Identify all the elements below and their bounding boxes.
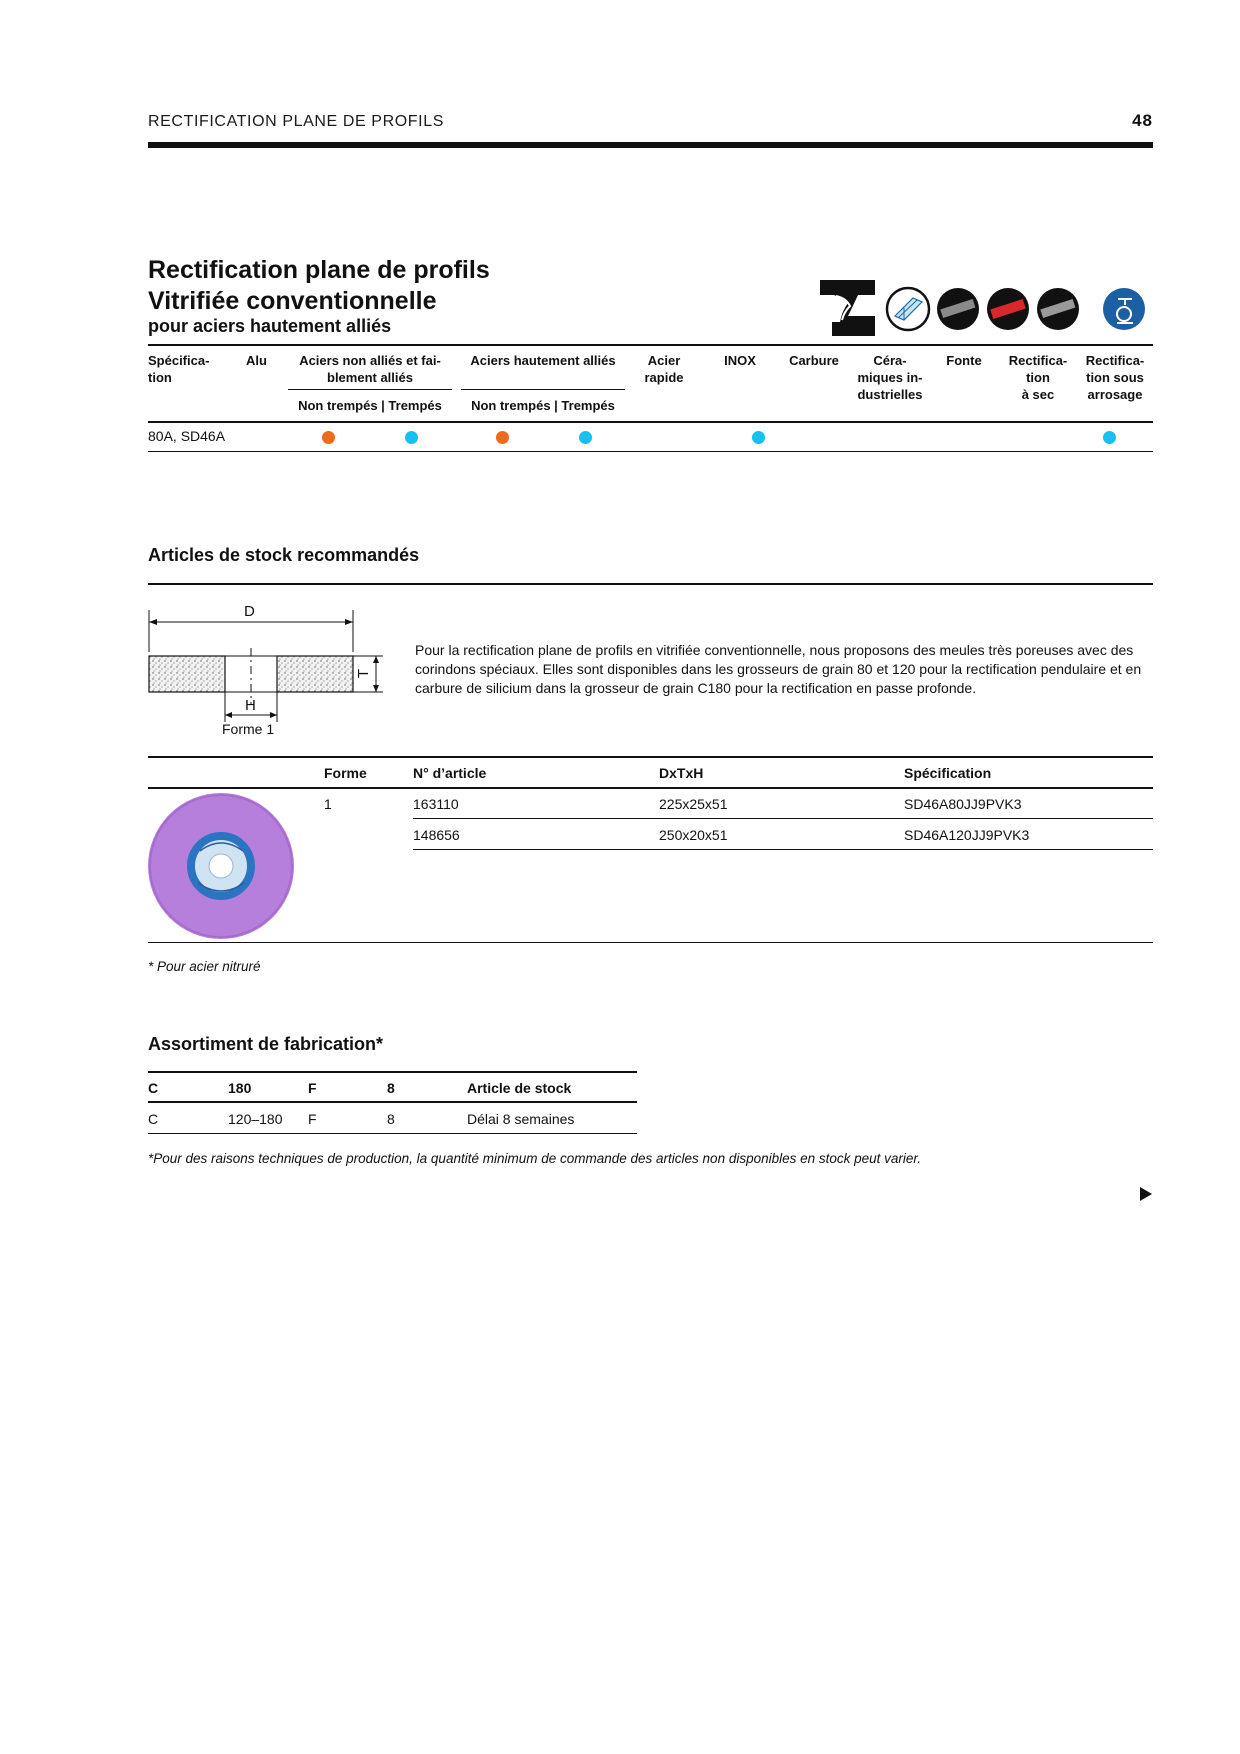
profile-grinding-icon bbox=[820, 280, 875, 336]
stock-footnote: * Pour acier nitruré bbox=[148, 959, 261, 974]
stock-row-1-article: 163110 bbox=[413, 796, 459, 812]
row-specification: 80A, SD46A bbox=[148, 428, 226, 444]
aluminium-profile-icon bbox=[887, 288, 929, 330]
assortment-section-title: Assortiment de fabrication* bbox=[148, 1034, 384, 1054]
stock-description: Pour la rectification plane de profils en vitrifiée conventionnelle, nous proposons des meules très poreuses avec des corindons spéciaux. Elles sont disponibles dans les grosseurs de grain 80 et 120 pour la rectification pendulaire et en carbure de silicium dans la grosseur de grain C180 pour la rectification en passe profonde. bbox=[415, 642, 1142, 696]
stock-section-title: Articles de stock recommandés bbox=[148, 545, 420, 565]
application-table-bottom-rule bbox=[148, 451, 1153, 452]
header-rule bbox=[148, 142, 1153, 148]
stock-table-top-rule bbox=[148, 756, 1153, 758]
stock-row-1-spec: SD46A80JJ9PVK3 bbox=[904, 796, 1022, 812]
assortment-header-1: C bbox=[148, 1080, 159, 1096]
marker-non-allies-trempes bbox=[405, 431, 418, 444]
assortment-table-top-rule bbox=[148, 1071, 637, 1073]
col-header-carbure: Carbure bbox=[789, 353, 839, 368]
wet-grinding-icon bbox=[1103, 288, 1145, 330]
stock-row-2-spec: SD46A120JJ9PVK3 bbox=[904, 827, 1030, 843]
page-number: 48 bbox=[1132, 111, 1153, 130]
stock-section-rule bbox=[148, 583, 1153, 585]
col-header-non-allies: Aciers non alliés et fai- blement alliés bbox=[299, 353, 441, 385]
stock-header-forme: Forme bbox=[324, 765, 367, 781]
page-subtitle: pour aciers hautement alliés bbox=[148, 316, 392, 336]
grinding-wheel-photo bbox=[148, 793, 294, 939]
stock-row-2-article: 148656 bbox=[413, 827, 460, 843]
page-title-line-2: Vitrifiée conventionnelle bbox=[148, 287, 437, 315]
group-rule-non-allies bbox=[288, 389, 452, 390]
col-header-hautement-allies: Aciers hautement alliés bbox=[470, 353, 616, 368]
next-page-arrow-icon[interactable] bbox=[1140, 1187, 1152, 1201]
stock-header-article: N° d’article bbox=[413, 765, 487, 781]
application-table-header-rule bbox=[148, 421, 1153, 423]
assortment-row-cell-3: F bbox=[308, 1111, 317, 1127]
hardened-steel-icon bbox=[987, 288, 1029, 330]
col-header-inox: INOX bbox=[724, 353, 756, 368]
col-header-rectif-arrosage: Rectifica- tion sous arrosage bbox=[1085, 353, 1145, 402]
stock-row-2-dims: 250x20x51 bbox=[659, 827, 728, 843]
page-title: Rectification plane de profils bbox=[148, 256, 490, 284]
assortment-header-2: 180 bbox=[228, 1080, 252, 1096]
running-header: RECTIFICATION PLANE DE PROFILS bbox=[148, 113, 444, 130]
stock-table-bottom-rule bbox=[148, 942, 1153, 943]
group-rule-hautement-allies bbox=[461, 389, 625, 390]
stock-header-dims: DxTxH bbox=[659, 765, 704, 781]
stock-row-1-rule bbox=[413, 818, 1153, 819]
assortment-row-cell-4: 8 bbox=[387, 1111, 395, 1127]
assortment-footnote: *Pour des raisons techniques de production, la quantité minimum de commande des articles non disponibles en stock peut varier. bbox=[148, 1151, 922, 1166]
col-header-acier-rapide: Acier rapide bbox=[644, 353, 684, 385]
stock-row-1-dims: 225x25x51 bbox=[659, 796, 728, 812]
col-header-rectif-sec: Rectifica- tion à sec bbox=[1008, 353, 1068, 402]
stock-table-header-rule bbox=[148, 787, 1153, 789]
stock-row-1-forme: 1 bbox=[324, 796, 332, 812]
steel-bar-icon bbox=[937, 288, 979, 330]
subheader-hautement-allies: Non trempés | Trempés bbox=[471, 398, 615, 413]
diagram-caption: Forme 1 bbox=[222, 721, 275, 737]
application-table-top-rule bbox=[148, 344, 1153, 346]
marker-hautement-allies-non-trempes bbox=[496, 431, 509, 444]
assortment-row-cell-5: Délai 8 semaines bbox=[467, 1111, 575, 1127]
stainless-steel-icon bbox=[1037, 288, 1079, 330]
marker-non-allies-non-trempes bbox=[322, 431, 335, 444]
col-header-fonte: Fonte bbox=[946, 353, 982, 368]
assortment-header-5: Article de stock bbox=[467, 1080, 572, 1096]
col-header-ceramiques: Céra- miques in- dustrielles bbox=[857, 353, 923, 402]
diagram-label-t: T bbox=[355, 668, 373, 679]
stock-header-spec: Spécification bbox=[904, 765, 992, 781]
application-icons bbox=[820, 278, 1153, 336]
assortment-header-4: 8 bbox=[387, 1080, 395, 1096]
col-header-alu: Alu bbox=[246, 353, 267, 368]
diagram-label-h: H bbox=[245, 697, 256, 714]
diagram-label-d: D bbox=[244, 603, 255, 620]
marker-hautement-allies-trempes bbox=[579, 431, 592, 444]
assortment-row-cell-2: 120–180 bbox=[228, 1111, 283, 1127]
assortment-header-3: F bbox=[308, 1080, 317, 1096]
subheader-non-allies: Non trempés | Trempés bbox=[298, 398, 442, 413]
stock-row-2-rule bbox=[413, 849, 1153, 850]
assortment-table-bottom-rule bbox=[148, 1133, 637, 1134]
assortment-row-cell-1: C bbox=[148, 1111, 159, 1127]
col-header-specification: Spécifica- tion bbox=[148, 353, 210, 385]
marker-rectif-arrosage bbox=[1103, 431, 1116, 444]
marker-inox bbox=[752, 431, 765, 444]
assortment-table-header-rule bbox=[148, 1101, 637, 1103]
